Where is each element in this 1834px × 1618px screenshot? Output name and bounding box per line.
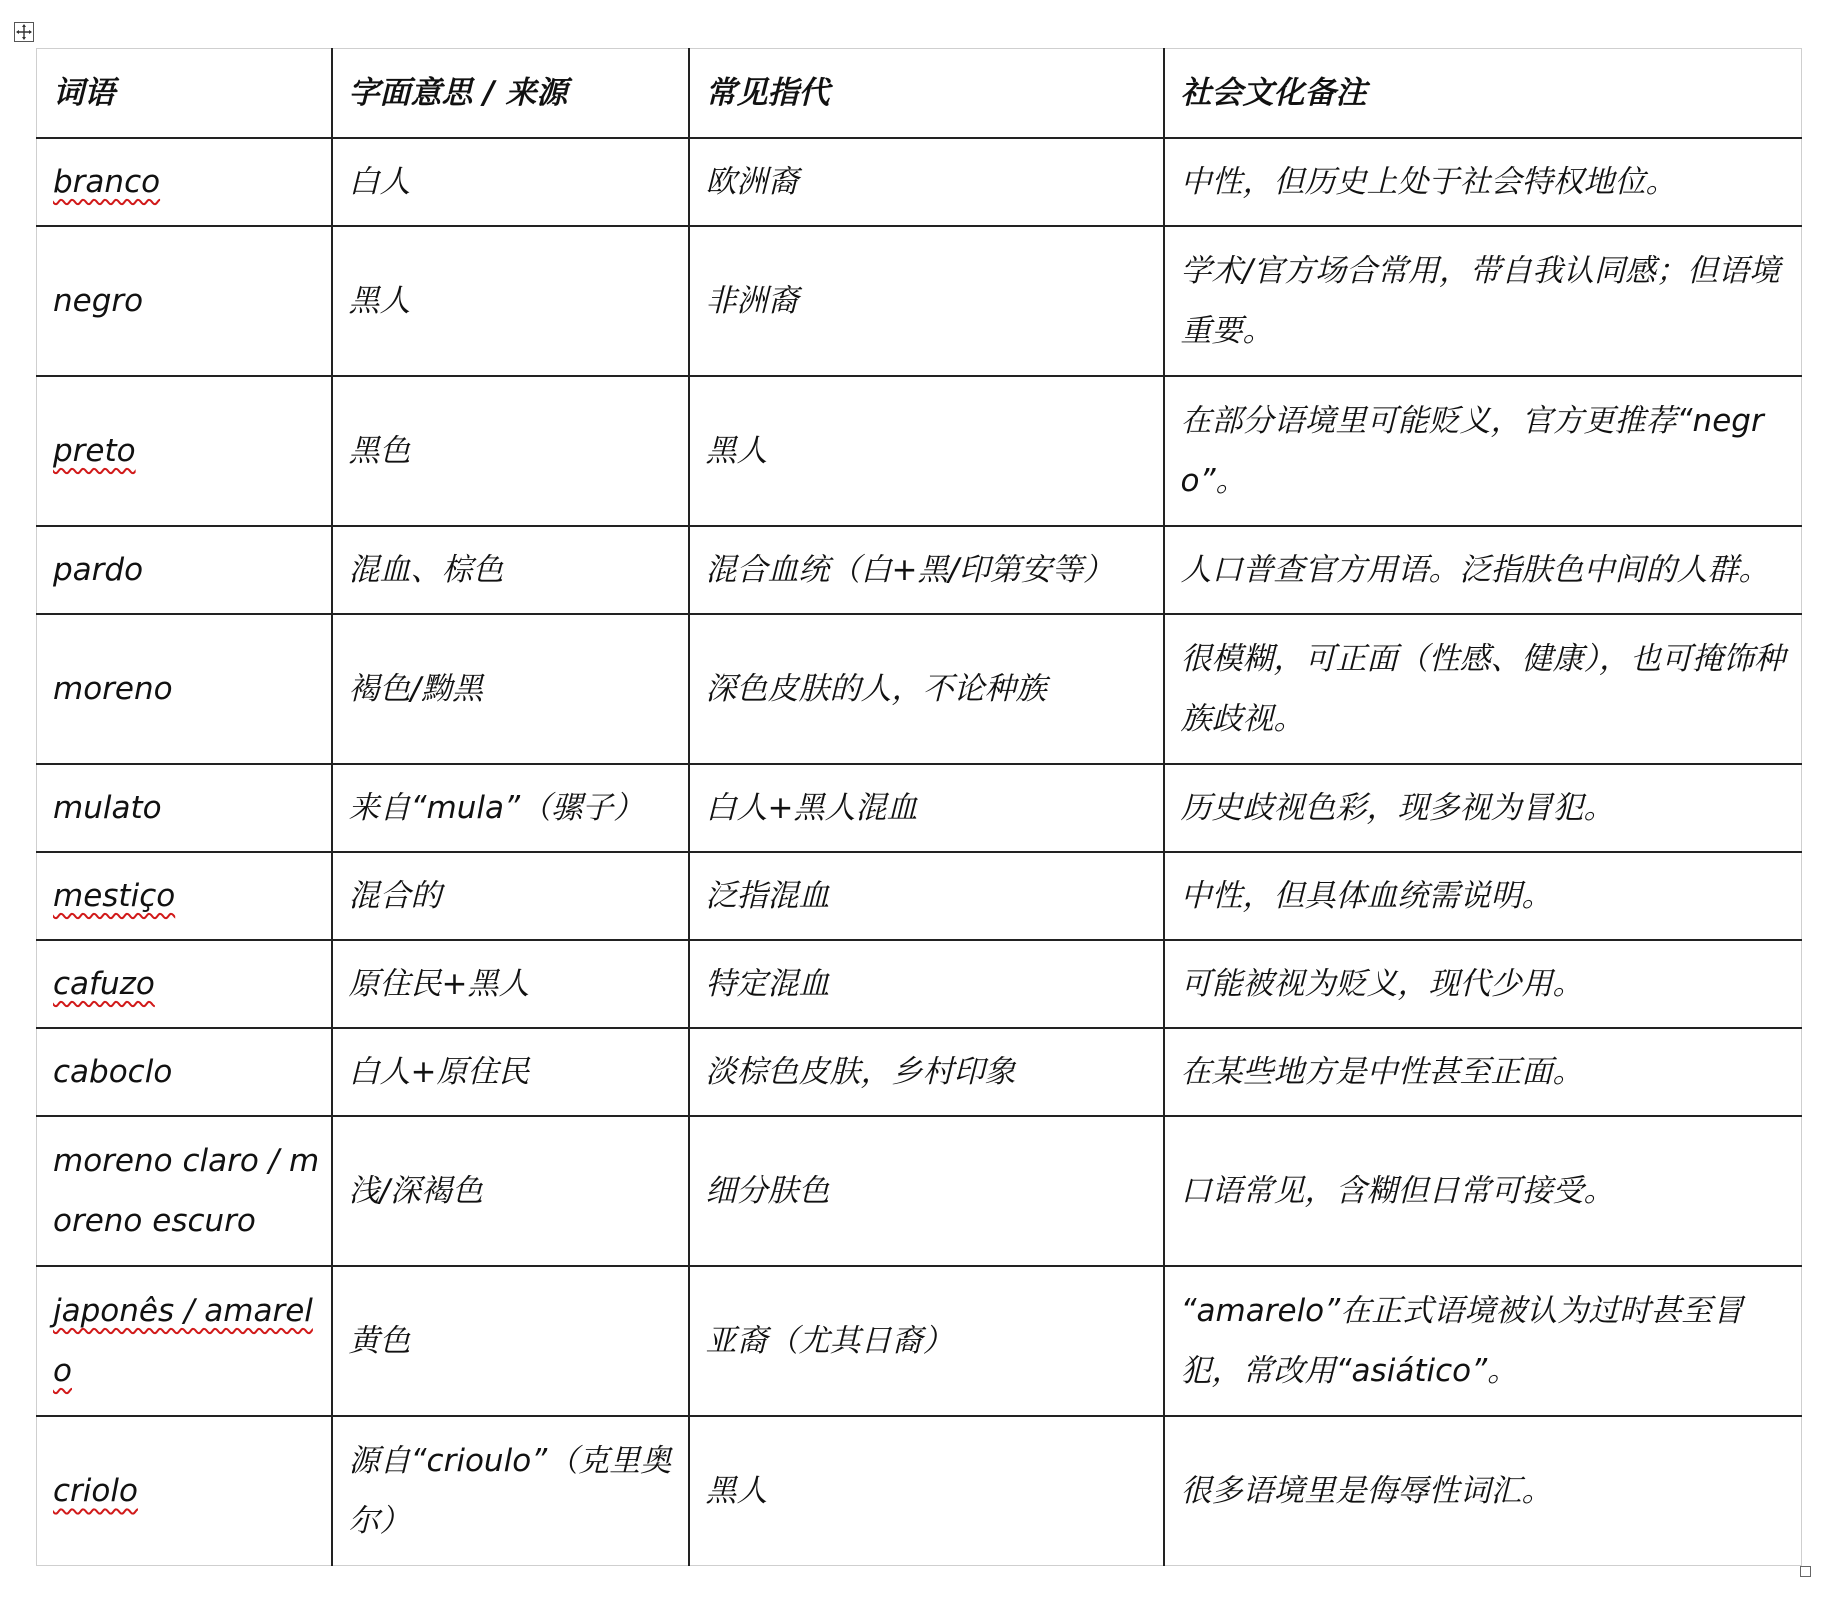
cell-literal[interactable]: 黑人 xyxy=(332,226,689,376)
cell-literal[interactable]: 原住民+黑人 xyxy=(332,940,689,1028)
cell-term[interactable] xyxy=(37,1266,332,1416)
table-row xyxy=(37,1416,1802,1566)
cell-literal[interactable]: 黄色 xyxy=(332,1266,689,1416)
cell-reference[interactable]: 黑人 xyxy=(689,1416,1164,1566)
table-resize-handle[interactable] xyxy=(1800,1566,1811,1577)
cell-reference[interactable]: 欧洲裔 xyxy=(689,138,1164,226)
cell-term[interactable] xyxy=(37,1416,332,1566)
cell-literal[interactable]: 混血、棕色 xyxy=(332,526,689,614)
cell-note[interactable]: 口语常见，含糊但日常可接受。 xyxy=(1164,1116,1802,1266)
cell-literal[interactable]: 白人 xyxy=(332,138,689,226)
table-row xyxy=(37,940,1802,1028)
table-row xyxy=(37,526,1802,614)
cell-note[interactable]: 很模糊，可正面（性感、健康），也可掩饰种族歧视。 xyxy=(1164,614,1802,764)
cell-term[interactable] xyxy=(37,940,332,1028)
cell-note[interactable]: 中性，但历史上处于社会特权地位。 xyxy=(1164,138,1802,226)
table-row xyxy=(37,138,1802,226)
cell-reference[interactable]: 亚裔（尤其日裔） xyxy=(689,1266,1164,1416)
cell-reference[interactable]: 深色皮肤的人，不论种族 xyxy=(689,614,1164,764)
header-term[interactable]: 词语 xyxy=(37,49,332,138)
term-text: cafuzo xyxy=(53,965,155,1002)
cell-reference[interactable]: 淡棕色皮肤，乡村印象 xyxy=(689,1028,1164,1116)
term-text: preto xyxy=(53,432,136,469)
cell-term[interactable] xyxy=(37,1116,332,1266)
term-text: moreno xyxy=(53,670,173,707)
term-text: japonês / amarelo xyxy=(53,1292,313,1389)
term-text: negro xyxy=(53,282,144,319)
term-text: criolo xyxy=(53,1472,138,1509)
cell-literal[interactable]: 白人+原住民 xyxy=(332,1028,689,1116)
cell-note[interactable]: 在部分语境里可能贬义，官方更推荐“negro”。 xyxy=(1164,376,1802,526)
cell-term[interactable] xyxy=(37,852,332,940)
cell-note[interactable]: 历史歧视色彩，现多视为冒犯。 xyxy=(1164,764,1802,852)
cell-term[interactable] xyxy=(37,526,332,614)
table-row xyxy=(37,376,1802,526)
term-text: caboclo xyxy=(53,1053,173,1090)
table-row xyxy=(37,852,1802,940)
cell-note[interactable]: 在某些地方是中性甚至正面。 xyxy=(1164,1028,1802,1116)
header-reference[interactable]: 常见指代 xyxy=(689,49,1164,138)
table-row xyxy=(37,1266,1802,1416)
cell-reference[interactable]: 混合血统（白+黑/印第安等） xyxy=(689,526,1164,614)
cell-literal[interactable]: 褐色/黝黑 xyxy=(332,614,689,764)
cell-note[interactable]: 人口普查官方用语。泛指肤色中间的人群。 xyxy=(1164,526,1802,614)
term-text: pardo xyxy=(53,551,144,588)
table-row xyxy=(37,764,1802,852)
header-note[interactable]: 社会文化备注 xyxy=(1164,49,1802,138)
move-arrows-icon xyxy=(15,23,33,41)
cell-note[interactable]: 可能被视为贬义，现代少用。 xyxy=(1164,940,1802,1028)
cell-note[interactable]: 学术/官方场合常用，带自我认同感；但语境重要。 xyxy=(1164,226,1802,376)
cell-note[interactable]: 中性，但具体血统需说明。 xyxy=(1164,852,1802,940)
term-text: mestiço xyxy=(53,877,176,914)
cell-term[interactable] xyxy=(37,376,332,526)
cell-term[interactable] xyxy=(37,138,332,226)
table-move-handle[interactable] xyxy=(14,22,34,42)
cell-literal[interactable]: 源自“crioulo”（克里奥尔） xyxy=(332,1416,689,1566)
cell-reference[interactable]: 细分肤色 xyxy=(689,1116,1164,1266)
cell-term[interactable] xyxy=(37,1028,332,1116)
term-text: moreno claro / moreno escuro xyxy=(53,1142,320,1239)
cell-note[interactable]: “amarelo”在正式语境被认为过时甚至冒犯，常改用“asiático”。 xyxy=(1164,1266,1802,1416)
cell-term[interactable] xyxy=(37,614,332,764)
cell-literal[interactable]: 混合的 xyxy=(332,852,689,940)
cell-reference[interactable]: 黑人 xyxy=(689,376,1164,526)
cell-literal[interactable]: 黑色 xyxy=(332,376,689,526)
table-row xyxy=(37,1028,1802,1116)
table-row xyxy=(37,226,1802,376)
ethnic-terms-table xyxy=(36,48,1802,1566)
term-text: branco xyxy=(53,163,161,200)
term-text: mulato xyxy=(53,789,162,826)
table-header-row xyxy=(37,49,1802,138)
table-row xyxy=(37,1116,1802,1266)
cell-literal[interactable]: 来自“mula”（骡子） xyxy=(332,764,689,852)
cell-term[interactable] xyxy=(37,764,332,852)
cell-reference[interactable]: 非洲裔 xyxy=(689,226,1164,376)
cell-note[interactable]: 很多语境里是侮辱性词汇。 xyxy=(1164,1416,1802,1566)
cell-literal[interactable]: 浅/深褐色 xyxy=(332,1116,689,1266)
cell-reference[interactable]: 白人+黑人混血 xyxy=(689,764,1164,852)
header-literal[interactable]: 字面意思 / 来源 xyxy=(332,49,689,138)
table-row xyxy=(37,614,1802,764)
cell-term[interactable] xyxy=(37,226,332,376)
cell-reference[interactable]: 泛指混血 xyxy=(689,852,1164,940)
cell-reference[interactable]: 特定混血 xyxy=(689,940,1164,1028)
